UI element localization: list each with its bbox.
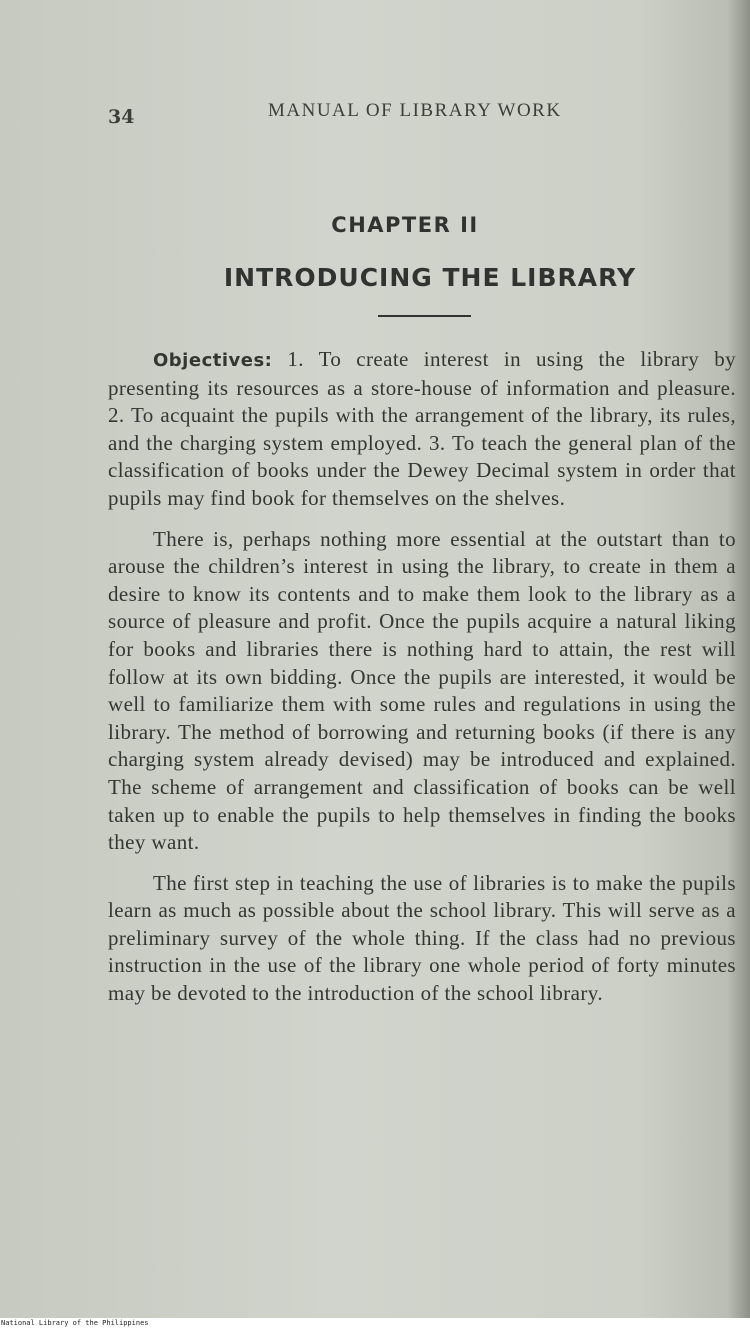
- objectives-text: 1. To create interest in using the library by presenting its resources as a store-house of information and pleasure. 2. To acquaint the pupils with the arrangement of the library, its rules, and the charging system employed. 3. To teach the general plan of the classification of books under the Dewey Decimal system in order that pupils may find book for themselves on the shelves.: [108, 347, 736, 510]
- running-head: [108, 100, 708, 130]
- chapter-title: INTRODUCING THE LIBRARY: [223, 263, 637, 292]
- body-paragraph: The first step in teaching the use of libraries is to make the pupils learn as much as possible about the school library. This will serve as a preliminary survey of the whole thing. If the class had no previous instruction in the use of the library one whole period of forty minutes may be devoted to the introduction of the school library.: [108, 870, 736, 1006]
- objectives-paragraph: [108, 346, 736, 513]
- library-credit: National Library of the Philippines: [1, 1319, 149, 1327]
- chapter-label: CHAPTER II: [331, 213, 479, 237]
- running-title: MANUAL OF LIBRARY WORK: [268, 100, 562, 121]
- page-number: 34: [108, 106, 135, 128]
- body-paragraph: There is, perhaps nothing more essential at the outstart than to arouse the children’s interest in using the library, to create in them a desire to know its contents and to make them look to the library as a source of pleasure and profit. Once the pupils acquire a natural liking for books and libraries there is nothing hard to attain, the rest will follow at its own bidding. Once the pupils are interested, it would be well to familiarize them with some rules and regulations in using the library. The method of borrowing and returning books (if there is any charging system already devised) may be introduced and explained. The scheme of arrangement and classification of books can be well taken up to enable the pupils to help themselves in finding the books they want.: [108, 526, 736, 855]
- objectives-lead: Objectives:: [153, 350, 273, 371]
- body-text: [108, 346, 736, 1008]
- title-rule: [378, 315, 471, 317]
- footer-strip: [0, 1318, 750, 1328]
